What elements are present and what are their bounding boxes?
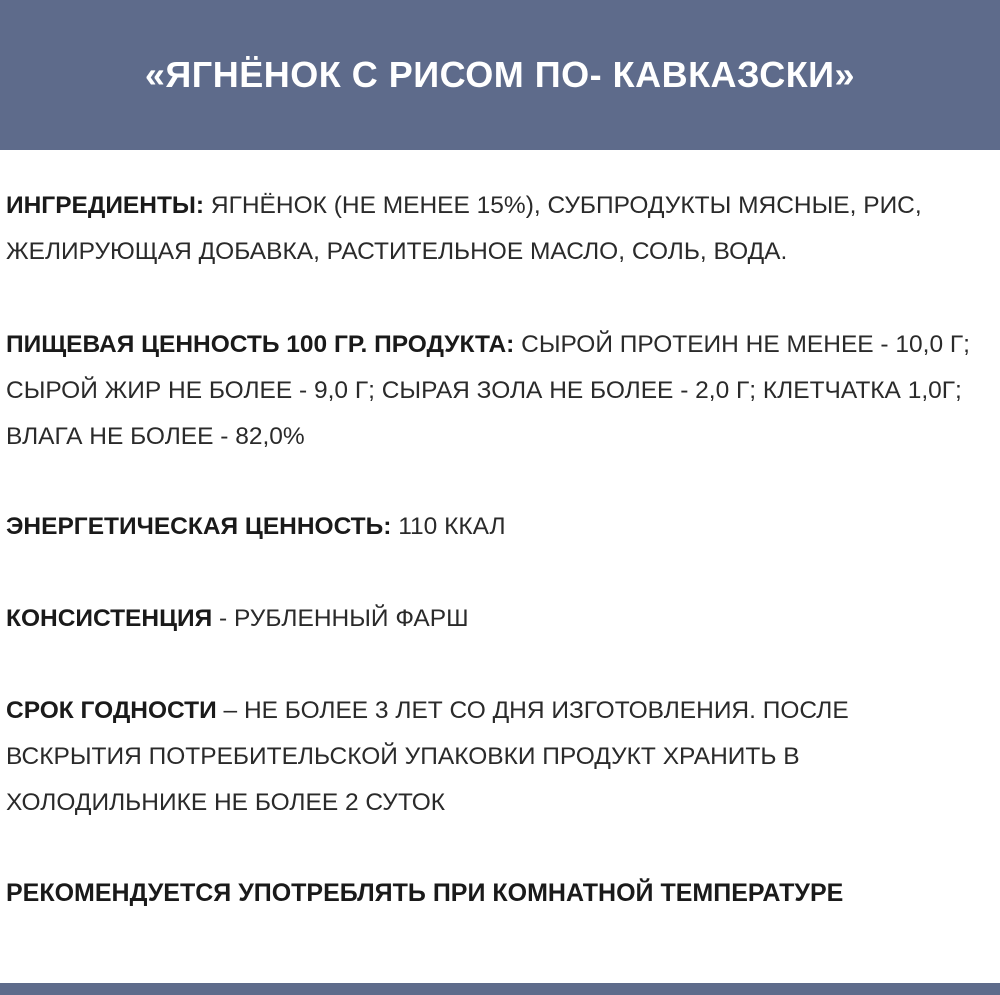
nutrition-section [6,322,986,460]
footer-bar [0,983,1000,995]
ingredients-label: ИНГРЕДИЕНТЫ: [6,192,205,219]
consistency-value: - РУБЛЕННЫЙ ФАРШ [212,605,469,632]
nutrition-value: СЫРОЙ ПРОТЕИН НЕ МЕНЕЕ - 10,0 Г; СЫРОЙ ЖИР НЕ БОЛЕЕ - 9,0 Г; СЫРАЯ ЗОЛА НЕ БОЛЕЕ - 2,0 Г; КЛЕТЧАТКА 1,0Г; ВЛАГА НЕ БОЛЕЕ - 82,0% [6,331,970,450]
energy-section [6,504,986,550]
shelf-life-section [6,688,986,826]
consistency-label: КОНСИСТЕНЦИЯ [6,605,213,632]
header-banner [0,0,1000,150]
recommendation-label: РЕКОМЕНДУЕТСЯ УПОТРЕБЛЯТЬ ПРИ КОМНАТНОЙ ТЕМПЕРАТУРЕ [6,879,844,907]
recommendation-section [6,870,986,917]
shelf-life-value: – НЕ БОЛЕЕ 3 ЛЕТ СО ДНЯ ИЗГОТОВЛЕНИЯ. ПОСЛЕ ВСКРЫТИЯ ПОТРЕБИТЕЛЬСКОЙ УПАКОВКИ ПРОДУКТ ХРАНИТЬ В ХОЛОДИЛЬНИКЕ НЕ БОЛЕЕ 2 СУТОК [6,697,849,816]
consistency-section [6,596,986,642]
shelf-life-label: СРОК ГОДНОСТИ [6,697,217,724]
page-title: «ЯГНЁНОК С РИСОМ ПО- КАВКАЗСКИ» [144,54,856,95]
ingredients-section [6,183,986,275]
energy-label: ЭНЕРГЕТИЧЕСКАЯ ЦЕННОСТЬ: [6,513,392,540]
ingredients-value: ЯГНЁНОК (НЕ МЕНЕЕ 15%), СУБПРОДУКТЫ МЯСНЫЕ, РИС, ЖЕЛИРУЮЩАЯ ДОБАВКА, РАСТИТЕЛЬНОЕ МАСЛО, СОЛЬ, ВОДА. [6,192,922,265]
energy-value: 110 ККАЛ [391,513,506,540]
nutrition-label: ПИЩЕВАЯ ЦЕННОСТЬ 100 ГР. ПРОДУКТА: [6,331,515,358]
